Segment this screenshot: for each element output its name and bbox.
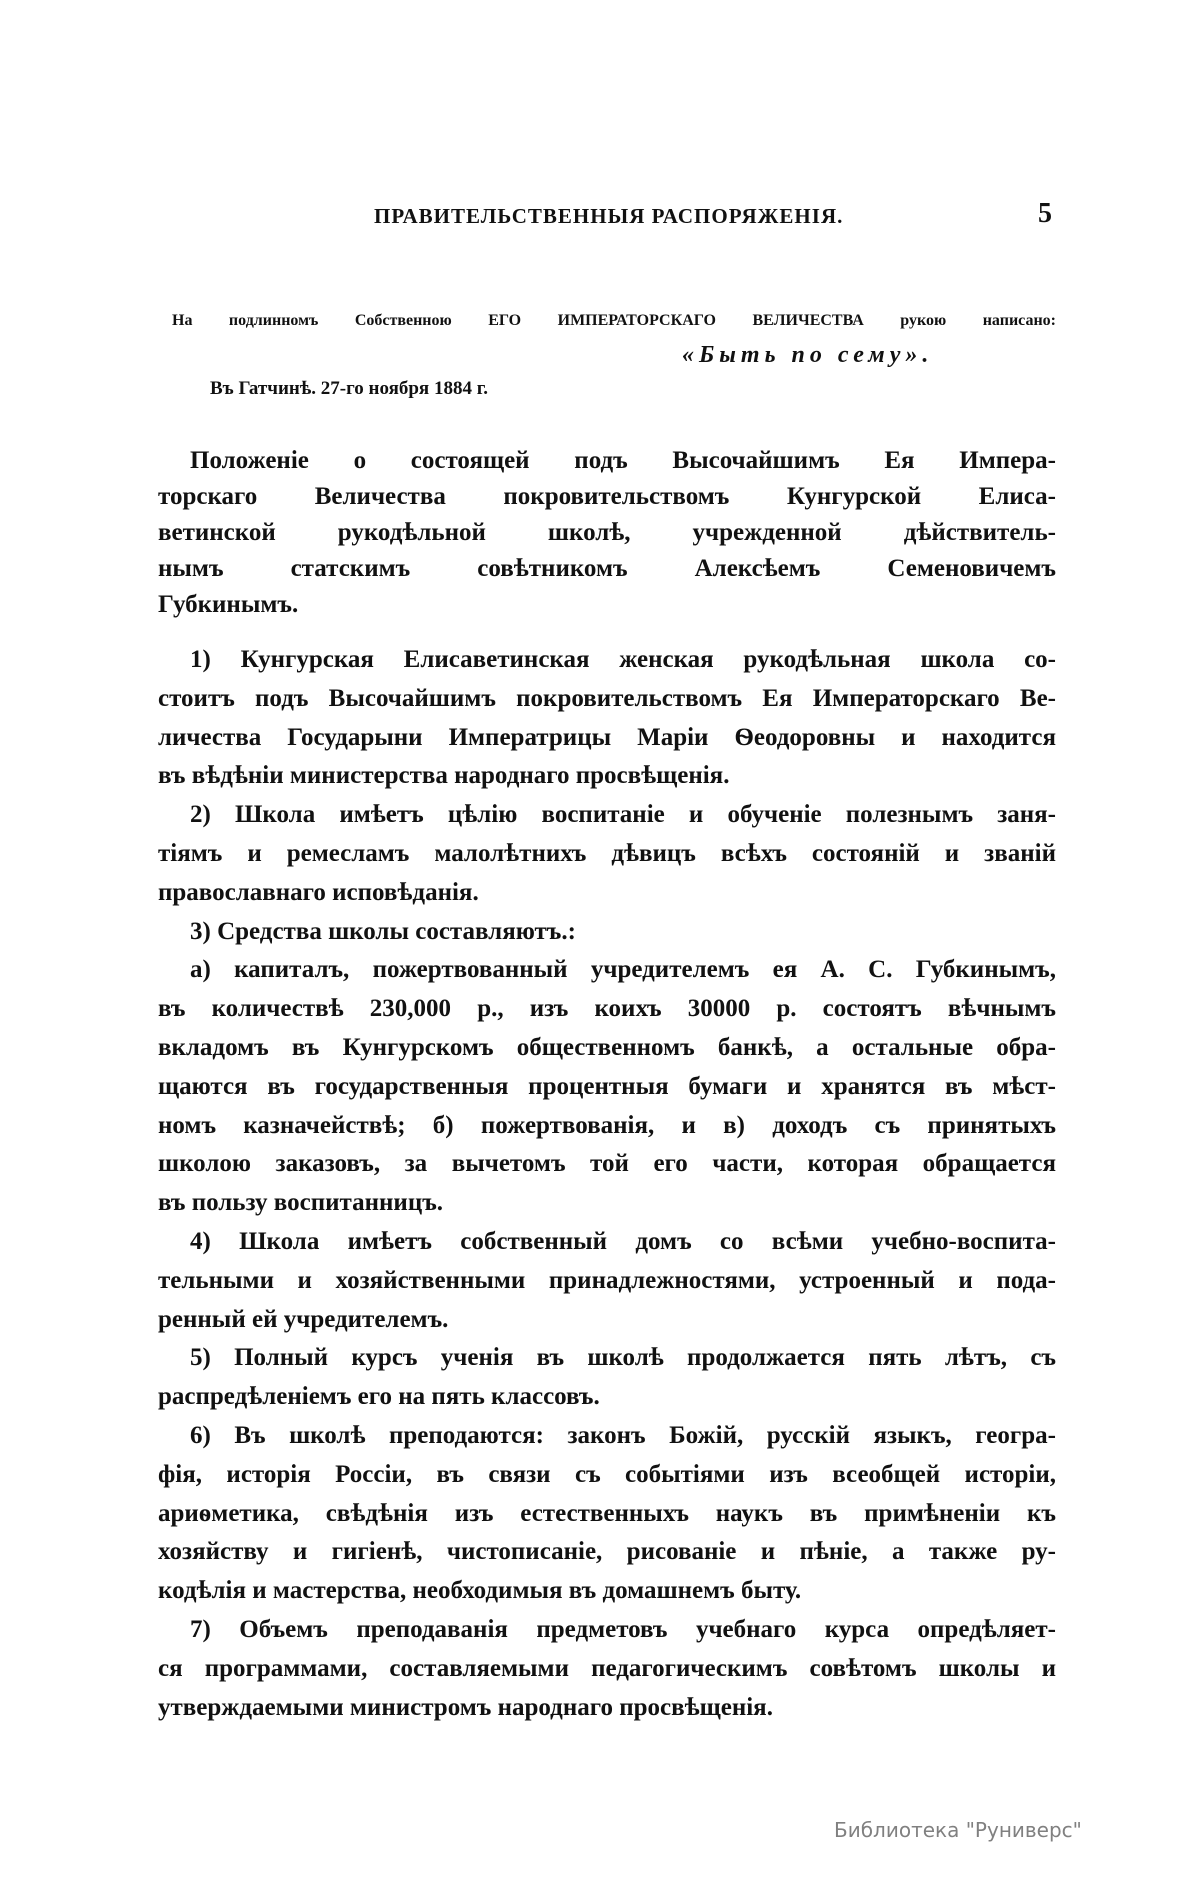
paragraph-5-line: 4) Школа имѣетъ собственный домъ со всѣми учебно-воспита- — [190, 1228, 1056, 1255]
paragraph-4-line: щаются въ государственныя процентныя бумаги и хранятся въ мѣст- — [158, 1073, 1056, 1100]
paragraph-2-line: православнаго исповѣданія. — [158, 879, 479, 906]
paragraph-7-line: 6) Въ школѣ преподаются: законъ Божій, русскій языкъ, геогра- — [190, 1422, 1056, 1449]
paragraph-4-line: школою заказовъ, за вычетомъ той его части, которая обращается — [158, 1150, 1056, 1177]
paragraph-7-line: хозяйству и гигіенѣ, чистописаніе, рисованіе и пѣніе, а также ру- — [158, 1538, 1056, 1565]
paragraph-4-line: а) капиталъ, пожертвованный учредителемъ ея А. С. Губкинымъ, — [190, 956, 1056, 983]
preamble-line: торскаго Величества покровительствомъ Кунгурской Елиса- — [158, 483, 1056, 510]
running-header: ПРАВИТЕЛЬСТВЕННЫЯ РАСПОРЯЖЕНІЯ. — [374, 204, 844, 228]
paragraph-6-line: 5) Полный курсъ ученія въ школѣ продолжается пять лѣтъ, съ — [190, 1344, 1056, 1371]
paragraph-1-line: въ вѣдѣніи министерства народнаго просвѣщенія. — [158, 762, 730, 789]
paragraph-7-line: фія, исторія Россіи, въ связи съ событіями изъ всеобщей исторіи, — [158, 1461, 1056, 1488]
paragraph-4-line: номъ казначействѣ; б) пожертвованія, и в) доходъ съ принятыхъ — [158, 1112, 1056, 1139]
paragraph-8-line: утверждаемыми министромъ народнаго просвѣщенія. — [158, 1694, 773, 1721]
paragraph-7-line: ариѳметика, свѣдѣнія изъ естественныхъ наукъ въ примѣненіи къ — [158, 1500, 1056, 1527]
preamble-line: Губкинымъ. — [158, 591, 299, 618]
paragraph-4-line: вкладомъ въ Кунгурскомъ общественномъ банкѣ, а остальные обра- — [158, 1034, 1056, 1061]
place-date: Въ Гатчинѣ. 27-го ноября 1884 г. — [210, 378, 488, 399]
paragraph-6-line: распредѣленіемъ его на пять классовъ. — [158, 1383, 600, 1410]
paragraph-8-line: 7) Объемъ преподаванія предметовъ учебнаго курса опредѣляет- — [190, 1616, 1056, 1643]
preamble-line: нымъ статскимъ совѣтникомъ Алексѣемъ Семеновичемъ — [158, 555, 1056, 582]
paragraph-7-line: кодѣлія и мастерства, необходимыя въ домашнемъ быту. — [158, 1577, 802, 1604]
paragraph-1-line: 1) Кунгурская Елисаветинская женская рукодѣльная школа со- — [190, 646, 1056, 673]
page-number: 5 — [1038, 198, 1052, 229]
paragraph-3-line: 3) Средства школы составляютъ.: — [190, 918, 576, 945]
paragraph-2-line: 2) Школа имѣетъ цѣлію воспитаніе и обученіе полезнымъ заня- — [190, 801, 1056, 828]
imperial-resolution: «Быть по сему». — [682, 342, 934, 368]
signature-note: На подлинномъ Собственною ЕГО ИМПЕРАТОРСКАГО ВЕЛИЧЕСТВА рукою написано: — [172, 312, 1056, 329]
library-watermark: Библиотека "Руниверс" — [834, 1818, 1082, 1842]
paragraph-4-line: въ пользу воспитанницъ. — [158, 1189, 444, 1216]
paragraph-8-line: ся программами, составляемыми педагогическимъ совѣтомъ школы и — [158, 1655, 1056, 1682]
paragraph-4-line: въ количествѣ 230,000 р., изъ коихъ 30000 р. состоятъ вѣчнымъ — [158, 995, 1056, 1022]
preamble-line: ветинской рукодѣльной школѣ, учрежденной дѣйствитель- — [158, 519, 1056, 546]
preamble-line: Положеніе о состоящей подъ Высочайшимъ Ея Импера- — [190, 447, 1056, 474]
paragraph-1-line: стоитъ подъ Высочайшимъ покровительствомъ Ея Императорскаго Ве- — [158, 685, 1056, 712]
paragraph-5-line: тельными и хозяйственными принадлежностями, устроенный и пода- — [158, 1267, 1056, 1294]
paragraph-2-line: тіямъ и ремесламъ малолѣтнихъ дѣвицъ всѣхъ состояній и званій — [158, 840, 1056, 867]
paragraph-1-line: личества Государыни Императрицы Маріи Ѳеодоровны и находится — [158, 724, 1056, 751]
paragraph-5-line: ренный ей учредителемъ. — [158, 1306, 449, 1333]
